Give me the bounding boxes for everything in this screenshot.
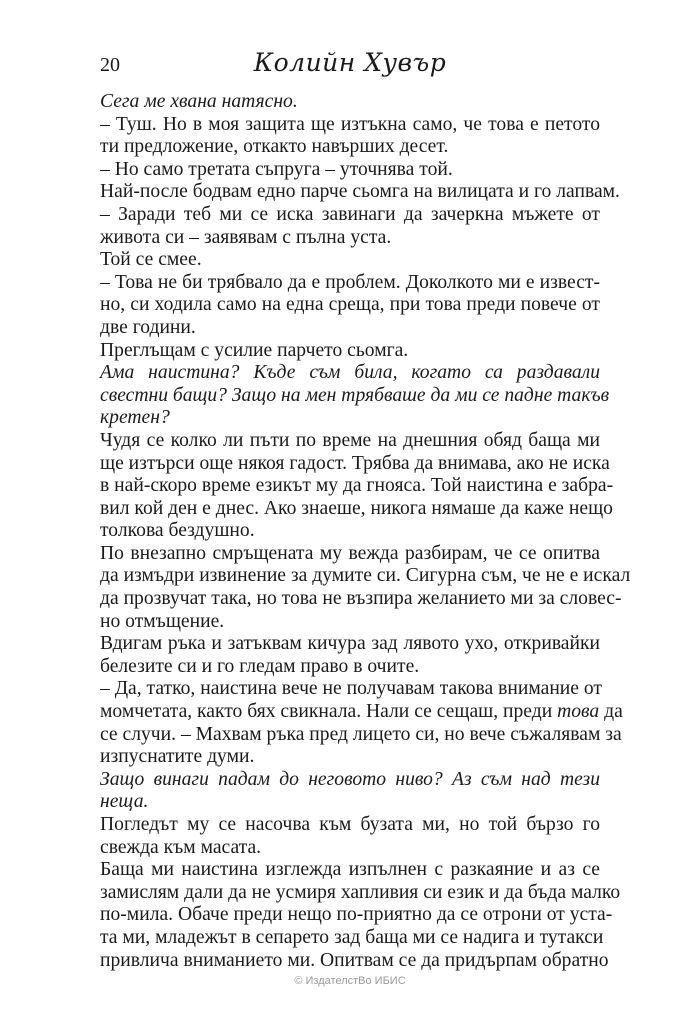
paragraph <box>100 859 621 972</box>
paragraph <box>100 429 614 543</box>
paragraph <box>100 769 600 814</box>
text-line: Погледът му се насочва към бузата ми, но той бързо го <box>100 814 600 835</box>
paragraph <box>100 249 600 272</box>
running-title: Колийн Хувър <box>253 48 447 77</box>
text-segment: да <box>599 701 623 723</box>
text-line: свежда към масата. <box>100 836 262 858</box>
paragraph <box>100 204 600 249</box>
text-line: Сега ме хвана натясно. <box>100 91 298 112</box>
text-segment: момчетата, както бях свикнала. Нали се сещаш, преди <box>100 701 558 723</box>
text-line: но отмъщение. <box>100 610 225 632</box>
text-line: привлича вниманието ми. Опитвам се да придърпам обратно <box>100 949 609 971</box>
emphasis-word: това <box>557 701 600 723</box>
text-line: Преглъщам с усилие парчето сьомга. <box>100 339 409 361</box>
text-line: изпуснатите думи. <box>100 746 255 768</box>
text-line: Чудя се колко ли пъти по време на днешния обяд баща ми <box>100 429 600 451</box>
text-line: Вдигам ръка и затъквам кичура зад лявото ухо, откривайки <box>100 633 600 655</box>
page-header <box>100 50 600 82</box>
text-line: две години. <box>100 316 196 338</box>
text-line: Ама наистина? Къде съм била, когато са раздавали <box>100 362 600 384</box>
text-line: да прозвучат така, но това не възпира желанието ми за словес- <box>100 588 622 610</box>
text-line: но, си ходила само на една среща, при това преди повече от <box>100 294 600 316</box>
paragraph <box>100 181 620 204</box>
text-line: Той се смее. <box>100 249 202 271</box>
text-line: – Да, татко, наистина вече не получавам такова внимание от <box>100 678 602 700</box>
text-line: По внезапно смръщената му вежда разбирам, че се опитва <box>100 542 600 564</box>
text-line: – Но само третата съпруга – уточнява той. <box>100 158 453 180</box>
paragraph <box>100 114 600 159</box>
text-line: да измъдри извинение за думите си. Сигурна съм, че не е искал <box>100 565 631 587</box>
body-text <box>100 91 631 972</box>
paragraph <box>100 362 610 430</box>
paragraph <box>100 272 600 340</box>
text-line: в най-скоро време езикът му да гнояса. Той наистина е забра- <box>100 475 614 497</box>
text-line: – Заради теб ми се иска завинаги да зачеркна мъжете от <box>100 203 600 225</box>
paragraph <box>100 340 600 363</box>
paragraph <box>100 678 623 768</box>
text-line: – Това не би трябвало да е проблем. Доколкото ми е извест- <box>100 271 600 293</box>
text-line: кретен? <box>100 407 170 429</box>
text-line: се случи. – Махвам ръка пред лицето си, но вече съжалявам за <box>100 723 622 745</box>
text-line: та ми, младежът в сепарето зад баща ми се надига и тутакси <box>100 926 604 948</box>
text-line: по-мила. Обаче преди нещо по-приятно да се отрони от уста- <box>100 904 613 926</box>
page-number: 20 <box>100 54 120 76</box>
text-line: Най-после бодвам едно парче сьомга на вилицата и го лапвам. <box>100 181 620 203</box>
text-line: белезите си и го гледам право в очите. <box>100 655 420 677</box>
text-line: живота си – заявявам с пълна уста. <box>100 226 392 248</box>
text-line <box>100 701 623 724</box>
paragraph <box>100 542 631 633</box>
paragraph <box>100 91 600 114</box>
text-line: толкова бездушно. <box>100 520 255 542</box>
text-line: – Туш. Но в моя защита ще изтъкна само, че това е петото <box>100 113 600 135</box>
paragraph <box>100 633 600 678</box>
paragraph <box>100 814 600 859</box>
copyright-footer: © ИздателстВо ИБИС <box>294 975 406 987</box>
paragraph <box>100 159 600 182</box>
text-line: Баща ми наистина изглежда изпълнен с разкаяние и аз се <box>100 859 600 881</box>
text-line: ти предложение, откакто навърших десет. <box>100 136 449 158</box>
text-line: неща. <box>100 791 149 813</box>
text-line: ще изтърси още някоя гадост. Трябва да внимава, ако не иска <box>100 452 610 474</box>
text-line: замислям дали да не усмиря хапливия си език и да бъда малко <box>100 881 621 903</box>
text-line: Защо винаги падам до неговото ниво? Аз съм над тези <box>100 768 600 790</box>
text-line: вил кой ден е днес. Ако знаеше, никога нямаше да каже нещо <box>100 497 613 519</box>
text-line: свестни бащи? Защо на мен трябваше да ми се падне такъв <box>100 384 610 406</box>
